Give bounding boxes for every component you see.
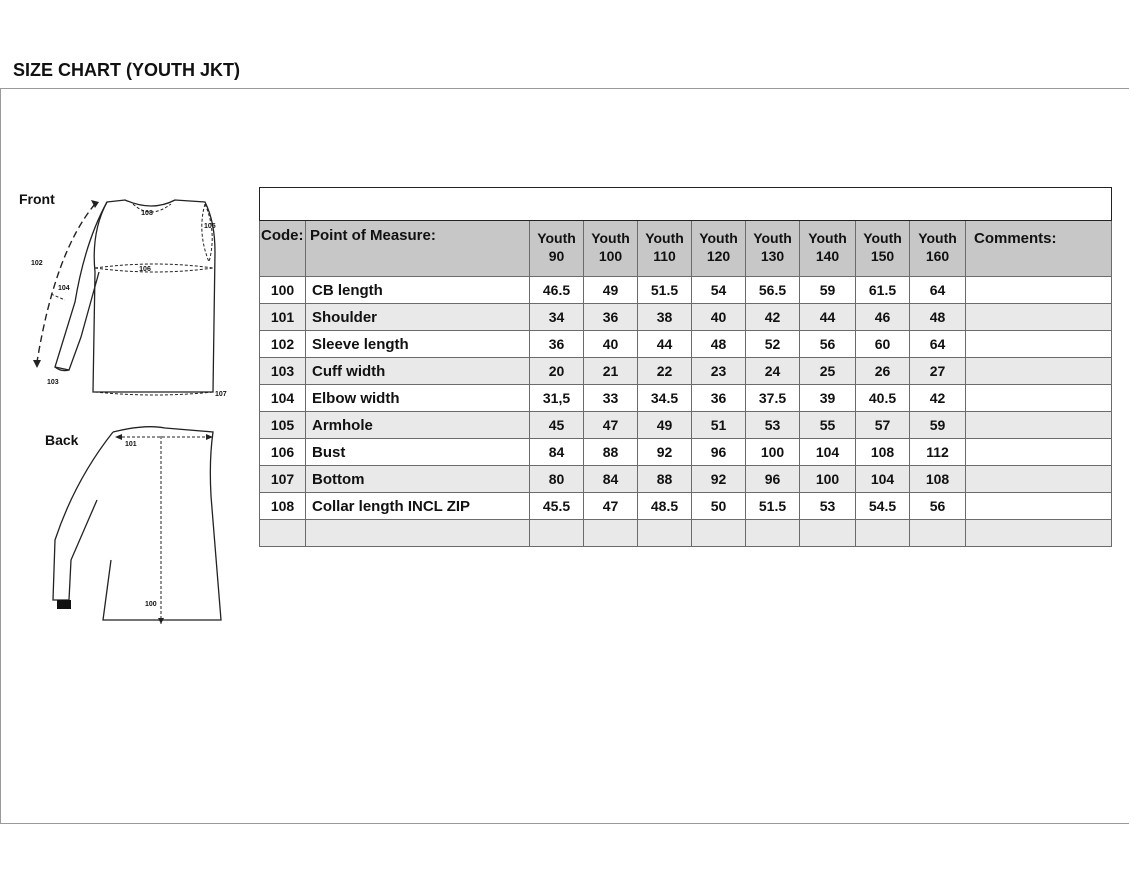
row-size-value: 59 xyxy=(910,412,966,439)
header-comments: Comments: xyxy=(966,221,1112,277)
row-size-value: 34.5 xyxy=(638,385,692,412)
row-size-value: 47 xyxy=(584,493,638,520)
row-size-value: 22 xyxy=(638,358,692,385)
row-size-value: 20 xyxy=(530,358,584,385)
point-label: 100 xyxy=(145,601,157,608)
header-row xyxy=(260,221,1112,277)
header-size: Youth 90 xyxy=(530,221,584,277)
row-size-value: 104 xyxy=(856,466,910,493)
point-label: 104 xyxy=(58,285,70,292)
row-code: 102 xyxy=(260,331,306,358)
row-point-of-measure: Cuff width xyxy=(306,358,530,385)
table-row xyxy=(260,439,1112,466)
row-code: 108 xyxy=(260,493,306,520)
row-size-value: 56.5 xyxy=(746,277,800,304)
row-size-value: 48 xyxy=(910,304,966,331)
row-size-value: 48 xyxy=(692,331,746,358)
point-label: 108 xyxy=(141,210,153,217)
row-comment xyxy=(966,466,1112,493)
row-comment xyxy=(966,493,1112,520)
row-size-value: 112 xyxy=(910,439,966,466)
row-point-of-measure: Sleeve length xyxy=(306,331,530,358)
row-size-value: 56 xyxy=(910,493,966,520)
size-chart-table xyxy=(259,187,1112,547)
row-size-value: 92 xyxy=(638,439,692,466)
row-size-value: 44 xyxy=(800,304,856,331)
row-point-of-measure: Collar length INCL ZIP xyxy=(306,493,530,520)
row-size-value: 100 xyxy=(800,466,856,493)
row-size-value: 53 xyxy=(746,412,800,439)
row-size-value: 44 xyxy=(638,331,692,358)
row-size-value: 51.5 xyxy=(638,277,692,304)
back-garment-sketch xyxy=(45,420,230,630)
row-size-value: 33 xyxy=(584,385,638,412)
row-point-of-measure: Shoulder xyxy=(306,304,530,331)
row-size-value: 61.5 xyxy=(856,277,910,304)
row-size-value: 38 xyxy=(638,304,692,331)
sleeve-length-arrow xyxy=(37,204,95,362)
front-garment-outline xyxy=(55,200,215,392)
table-row xyxy=(260,520,1112,547)
header-size: Youth 130 xyxy=(746,221,800,277)
row-size-value: 60 xyxy=(856,331,910,358)
row-size-value: 24 xyxy=(746,358,800,385)
row-size-value: 26 xyxy=(856,358,910,385)
row-code: 105 xyxy=(260,412,306,439)
header-size: Youth 150 xyxy=(856,221,910,277)
point-label: 106 xyxy=(139,266,151,273)
row-size-value: 36 xyxy=(530,331,584,358)
row-size-value: 96 xyxy=(692,439,746,466)
row-size-value: 51.5 xyxy=(746,493,800,520)
row-size-value: 108 xyxy=(856,439,910,466)
row-size-value: 45 xyxy=(530,412,584,439)
table-row xyxy=(260,277,1112,304)
row-code: 106 xyxy=(260,439,306,466)
back-measure-lines xyxy=(117,436,211,624)
back-label: Back xyxy=(45,432,79,448)
row-size-value: 59 xyxy=(800,277,856,304)
row-comment xyxy=(966,385,1112,412)
row-code: 104 xyxy=(260,385,306,412)
row-point-of-measure: Elbow width xyxy=(306,385,530,412)
row-size-value: 84 xyxy=(584,466,638,493)
row-size-value: 56 xyxy=(800,331,856,358)
row-size-value: 54 xyxy=(692,277,746,304)
point-label: 101 xyxy=(125,441,137,448)
row-size-value: 36 xyxy=(584,304,638,331)
row-code: 101 xyxy=(260,304,306,331)
row-size-value: 53 xyxy=(800,493,856,520)
row-size-value: 37.5 xyxy=(746,385,800,412)
row-size-value xyxy=(800,520,856,547)
row-comment xyxy=(966,412,1112,439)
row-size-value: 64 xyxy=(910,277,966,304)
row-size-value: 52 xyxy=(746,331,800,358)
row-size-value xyxy=(910,520,966,547)
table-row xyxy=(260,412,1112,439)
row-size-value: 31,5 xyxy=(530,385,584,412)
row-size-value: 25 xyxy=(800,358,856,385)
row-size-value: 92 xyxy=(692,466,746,493)
header-size: Youth 160 xyxy=(910,221,966,277)
row-code xyxy=(260,520,306,547)
row-size-value xyxy=(856,520,910,547)
row-size-value: 50 xyxy=(692,493,746,520)
row-size-value: 55 xyxy=(800,412,856,439)
table-top-cell xyxy=(260,188,1112,221)
row-size-value xyxy=(584,520,638,547)
row-comment xyxy=(966,439,1112,466)
row-size-value: 57 xyxy=(856,412,910,439)
row-code: 100 xyxy=(260,277,306,304)
row-size-value: 27 xyxy=(910,358,966,385)
point-label: 102 xyxy=(31,260,43,267)
header-size: Youth 100 xyxy=(584,221,638,277)
row-size-value: 108 xyxy=(910,466,966,493)
row-size-value: 40.5 xyxy=(856,385,910,412)
row-size-value: 42 xyxy=(910,385,966,412)
row-comment xyxy=(966,277,1112,304)
arrow-head-icon xyxy=(33,360,41,368)
row-size-value: 88 xyxy=(638,466,692,493)
row-size-value: 47 xyxy=(584,412,638,439)
row-size-value: 23 xyxy=(692,358,746,385)
header-size: Youth 110 xyxy=(638,221,692,277)
row-code: 103 xyxy=(260,358,306,385)
header-point-of-measure: Point of Measure: xyxy=(306,221,530,277)
row-size-value: 40 xyxy=(584,331,638,358)
page-title: SIZE CHART (YOUTH JKT) xyxy=(13,60,240,80)
row-comment xyxy=(966,331,1112,358)
arrow-head-icon xyxy=(115,434,122,440)
row-size-value: 49 xyxy=(584,277,638,304)
back-garment-outline xyxy=(53,427,221,620)
header-code: Code: xyxy=(260,221,306,277)
table-row xyxy=(260,331,1112,358)
row-size-value xyxy=(692,520,746,547)
row-size-value: 46 xyxy=(856,304,910,331)
row-point-of-measure xyxy=(306,520,530,547)
row-size-value: 40 xyxy=(692,304,746,331)
row-size-value: 21 xyxy=(584,358,638,385)
point-label: 103 xyxy=(47,379,59,386)
row-size-value: 100 xyxy=(746,439,800,466)
row-size-value: 104 xyxy=(800,439,856,466)
row-size-value: 36 xyxy=(692,385,746,412)
row-size-value: 48.5 xyxy=(638,493,692,520)
table-row xyxy=(260,358,1112,385)
row-size-value: 96 xyxy=(746,466,800,493)
row-size-value: 80 xyxy=(530,466,584,493)
table-row xyxy=(260,493,1112,520)
row-size-value: 84 xyxy=(530,439,584,466)
row-comment xyxy=(966,520,1112,547)
table-top-row xyxy=(260,188,1112,221)
row-size-value: 39 xyxy=(800,385,856,412)
header-size: Youth 120 xyxy=(692,221,746,277)
table-row xyxy=(260,385,1112,412)
row-size-value: 45.5 xyxy=(530,493,584,520)
row-comment xyxy=(966,358,1112,385)
cuff-icon xyxy=(57,600,71,609)
row-size-value xyxy=(530,520,584,547)
point-label: 105 xyxy=(204,223,216,230)
front-label: Front xyxy=(19,191,55,207)
row-size-value: 42 xyxy=(746,304,800,331)
header-size: Youth 140 xyxy=(800,221,856,277)
table-row xyxy=(260,304,1112,331)
arrow-head-icon xyxy=(158,618,164,624)
row-size-value: 54.5 xyxy=(856,493,910,520)
row-size-value: 64 xyxy=(910,331,966,358)
row-size-value: 51 xyxy=(692,412,746,439)
row-size-value xyxy=(638,520,692,547)
row-point-of-measure: Bust xyxy=(306,439,530,466)
front-garment-sketch xyxy=(25,192,235,407)
table-row xyxy=(260,466,1112,493)
row-size-value: 49 xyxy=(638,412,692,439)
row-size-value: 34 xyxy=(530,304,584,331)
row-point-of-measure: CB length xyxy=(306,277,530,304)
row-size-value xyxy=(746,520,800,547)
row-code: 107 xyxy=(260,466,306,493)
row-size-value: 88 xyxy=(584,439,638,466)
row-point-of-measure: Bottom xyxy=(306,466,530,493)
point-label: 107 xyxy=(215,391,227,398)
row-comment xyxy=(966,304,1112,331)
row-point-of-measure: Armhole xyxy=(306,412,530,439)
row-size-value: 46.5 xyxy=(530,277,584,304)
